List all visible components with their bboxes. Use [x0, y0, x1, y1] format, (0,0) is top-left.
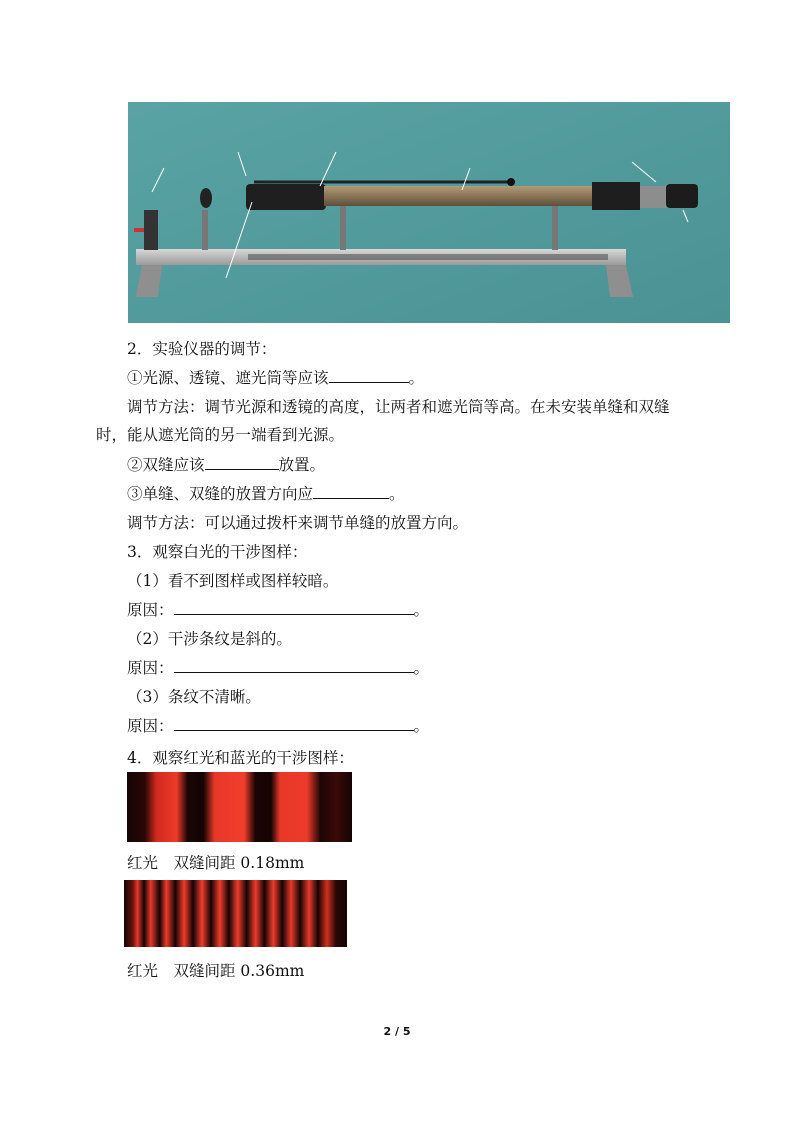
apparatus-photo	[128, 102, 730, 323]
item1-blank[interactable]	[329, 368, 409, 383]
caption-018mm: 红光 双缝间距 0.18mm	[127, 854, 305, 872]
item3-blank[interactable]	[313, 484, 389, 499]
item2-text: ②双缝应该	[127, 456, 205, 474]
item2-blank[interactable]	[205, 455, 279, 470]
item1-text: ①光源、透镜、遮光筒等应该	[127, 369, 329, 387]
reason-1-blank[interactable]	[174, 600, 414, 615]
item3	[127, 484, 405, 504]
method1-line2: 时，能从遮光筒的另一端看到光源。	[96, 426, 345, 444]
section2-heading: 2．实验仪器的调节：	[127, 340, 277, 358]
reason-3	[127, 716, 429, 736]
item1	[127, 368, 424, 388]
question-3: （3）条纹不清晰。	[127, 688, 261, 706]
reason-2	[127, 658, 429, 678]
reason-suffix: 。	[413, 601, 430, 619]
question-2: （2）干涉条纹是斜的。	[127, 630, 292, 648]
reason-suffix: 。	[413, 659, 430, 677]
caption-036mm: 红光 双缝间距 0.36mm	[127, 962, 305, 980]
section3-heading: 3．观察白光的干涉图样：	[127, 543, 308, 561]
reason-label: 原因：	[127, 659, 174, 677]
item3-text: ③单缝、双缝的放置方向应	[127, 485, 314, 503]
reason-3-blank[interactable]	[174, 716, 414, 731]
reason-label: 原因：	[127, 601, 174, 619]
method2: 调节方法：可以通过拨杆来调节单缝的放置方向。	[127, 514, 469, 532]
item2	[127, 455, 325, 475]
item3-suffix: 。	[389, 485, 405, 503]
section4-heading: 4．观察红光和蓝光的干涉图样：	[127, 749, 354, 767]
reason-label: 原因：	[127, 717, 174, 735]
reason-2-blank[interactable]	[174, 658, 414, 673]
fringe-image-018mm	[127, 772, 352, 842]
reason-suffix: 。	[413, 717, 430, 735]
fringe-image-036mm	[124, 880, 347, 947]
page-number: 2 / 5	[383, 1025, 411, 1038]
item1-suffix: 。	[408, 369, 425, 387]
item2-suffix: 放置。	[278, 456, 326, 474]
reason-1	[127, 600, 429, 620]
method1-line1: 调节方法：调节光源和透镜的高度，让两者和遮光筒等高。在未安装单缝和双缝	[127, 398, 670, 416]
question-1: （1）看不到图样或图样较暗。	[127, 572, 339, 590]
